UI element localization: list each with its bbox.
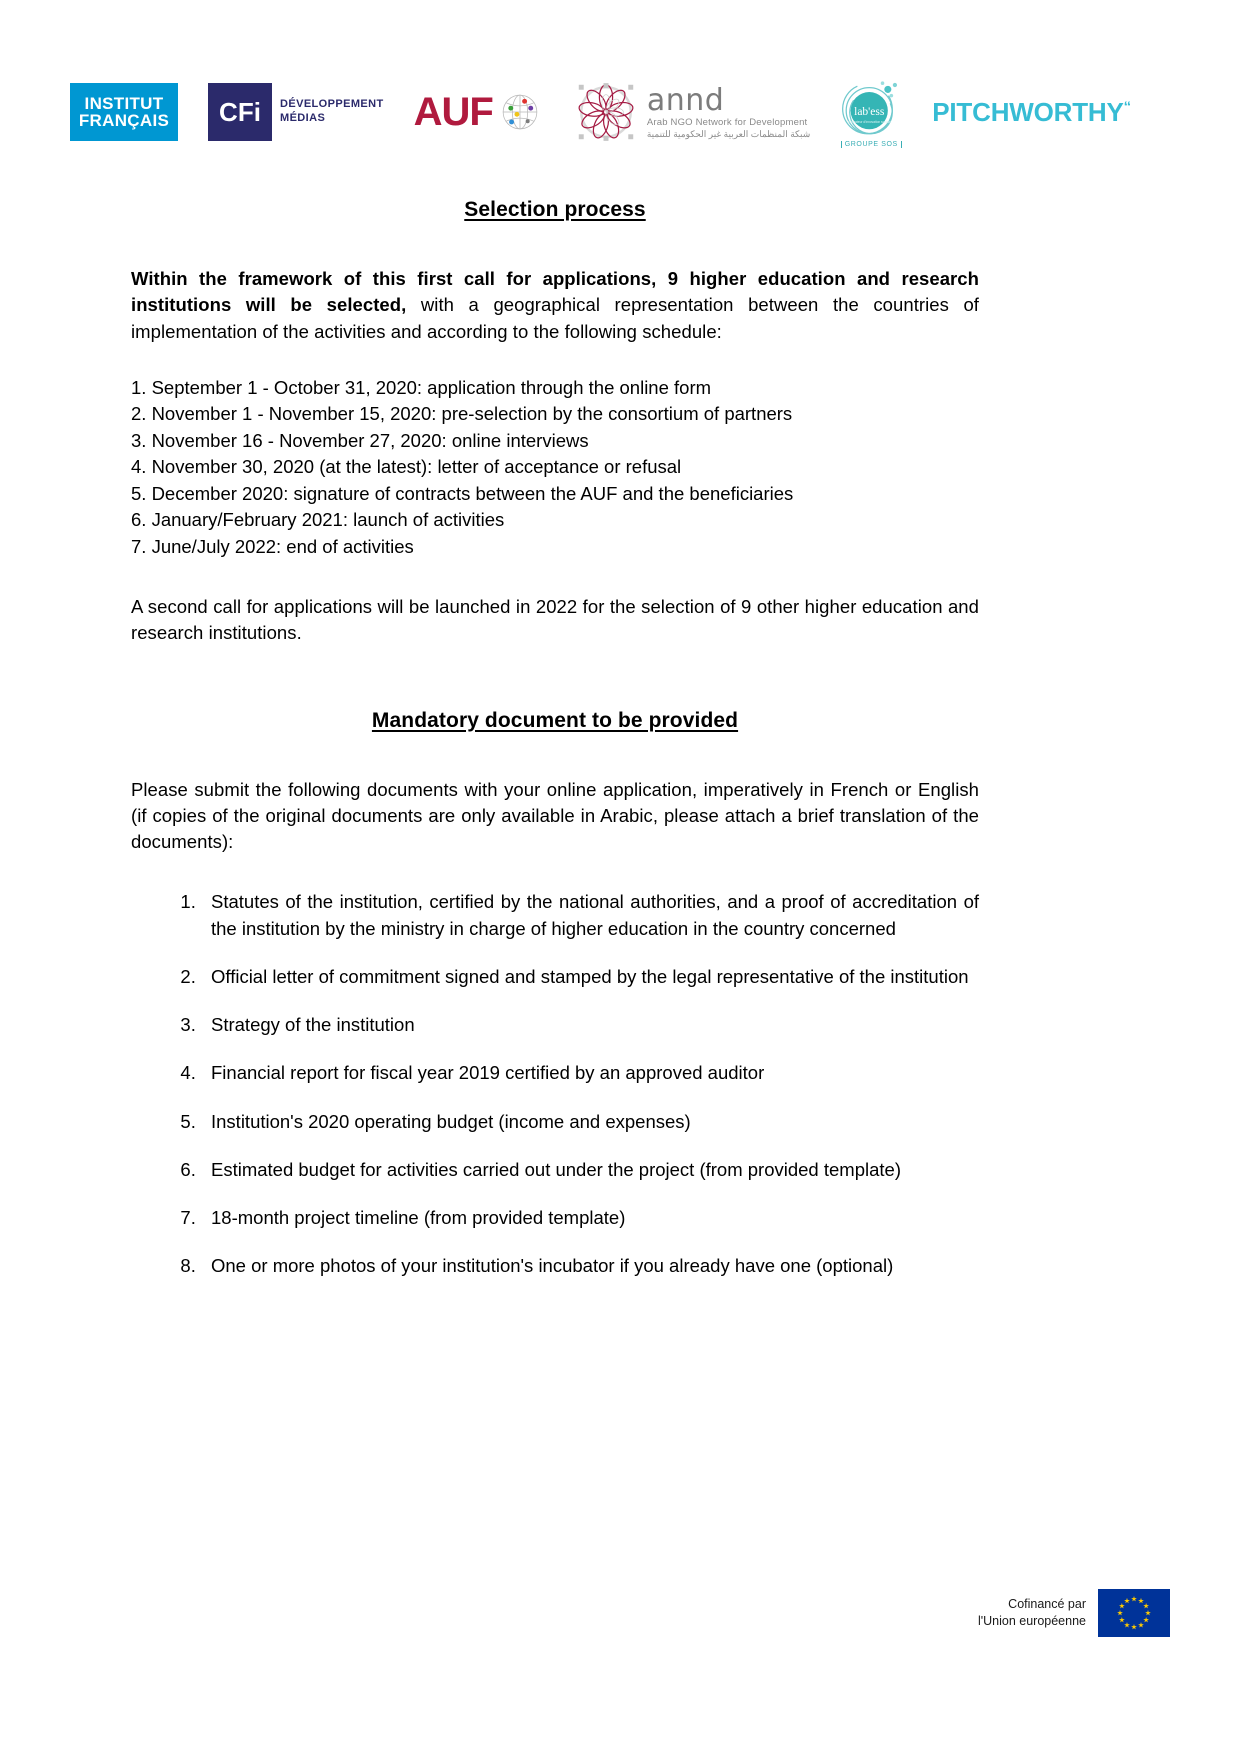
eu-cofunding-footer [978, 1589, 1170, 1637]
mandatory-document-heading: Mandatory document to be provided [371, 708, 739, 732]
pitchworthy-mark: PITCHWORTHY [932, 96, 1124, 127]
mandatory-document-list [131, 889, 979, 1279]
document-list-item: 7. 18-month project timeline (from provided template) [201, 1205, 979, 1231]
second-call-paragraph: A second call for applications will be launched in 2022 for the selection of 9 other higher education and research institutions. [131, 595, 979, 644]
selection-process-heading: Selection process [464, 198, 646, 221]
schedule-item: 1. September 1 - October 31, 2020: application through the online form [131, 376, 712, 398]
mandatory-document-intro: Please submit the following documents with your online application, imperatively in French or English (if copies of the original documents are only available in Arabic, please attach a brief translation of the documents): [131, 778, 979, 853]
document-list-item: 4. Financial report for fiscal year 2019 certified by an approved auditor [201, 1060, 979, 1086]
schedule-item: 6. January/February 2021: launch of activities [131, 509, 505, 531]
annd-mark: annd [646, 82, 725, 118]
annd-arabic-tagline: شبكة المنظمات العربية غير الحكومية للتنمية [646, 129, 811, 140]
labess-logo [840, 77, 902, 148]
selection-process-intro-rest: with a geographical representation between the countries of implementation of the activities and according to the following schedule: [131, 294, 979, 342]
eu-flag-icon [1098, 1589, 1170, 1637]
eu-cofunding-line2: l'Union européenne [977, 1614, 1086, 1628]
institut-francais-line2: FRANÇAIS [78, 111, 170, 130]
labess-circle-icon [840, 77, 902, 139]
institut-francais-logo [70, 83, 178, 141]
schedule-item: 4. November 30, 2020 (at the latest): letter of acceptance or refusal [131, 456, 682, 478]
schedule-item: 7. June/July 2022: end of activities [131, 535, 414, 557]
document-content [131, 198, 979, 1280]
document-list-item: 2. Official letter of commitment signed and stamped by the legal representative of the institution [201, 964, 979, 990]
annd-rosette-icon [573, 79, 639, 145]
schedule-list [131, 375, 979, 560]
eu-cofunding-text [978, 1596, 1086, 1630]
cfi-logo [208, 83, 384, 141]
labess-sublabel: GROUPE SOS [841, 141, 902, 148]
pitchworthy-suffix: “ [1123, 97, 1131, 115]
institut-francais-line1: INSTITUT [84, 94, 164, 113]
auf-logo [414, 89, 543, 135]
svg-text:incubateur d'innovation social: incubateur d'innovation sociale [847, 119, 892, 124]
eu-flag-stars [1098, 1589, 1170, 1637]
document-list-item: 8. One or more photos of your institution's incubator if you already have one (optional) [201, 1253, 979, 1279]
schedule-item: 5. December 2020: signature of contracts between the AUF and the beneficiaries [131, 482, 794, 504]
cfi-tagline [280, 98, 384, 126]
cfi-tagline-line1: DÉVELOPPEMENT [280, 98, 384, 111]
cfi-tagline-line2: MÉDIAS [280, 112, 326, 124]
cfi-mark: CFi [208, 83, 272, 141]
annd-tagline: Arab NGO Network for Development [646, 117, 808, 129]
partner-logo-bar [70, 72, 1170, 152]
eu-cofunding-line1: Cofinancé par [1008, 1597, 1086, 1612]
document-list-item: 5. Institution's 2020 operating budget (income and expenses) [201, 1109, 979, 1135]
schedule-item: 2. November 1 - November 15, 2020: pre-selection by the consortium of partners [131, 403, 793, 425]
auf-globe-icon [497, 89, 543, 135]
schedule-item: 3. November 16 - November 27, 2020: online interviews [131, 429, 589, 451]
pitchworthy-logo [932, 97, 1131, 128]
annd-logo [573, 79, 810, 145]
auf-mark: AUF [413, 90, 493, 134]
document-list-item: 3. Strategy of the institution [201, 1012, 979, 1038]
svg-text:lab'ess: lab'ess [854, 105, 885, 118]
selection-process-intro-paragraph [131, 266, 979, 345]
document-list-item: 6. Estimated budget for activities carried out under the project (from provided template) [201, 1157, 979, 1183]
document-list-item: 1. Statutes of the institution, certified by the national authorities, and a proof of accreditation of the institution by the ministry in charge of higher education in the country concerned [201, 889, 979, 942]
selection-process-intro-bold: Within the framework of this first call for applications, 9 higher education and research institutions will be selected, [131, 268, 979, 316]
